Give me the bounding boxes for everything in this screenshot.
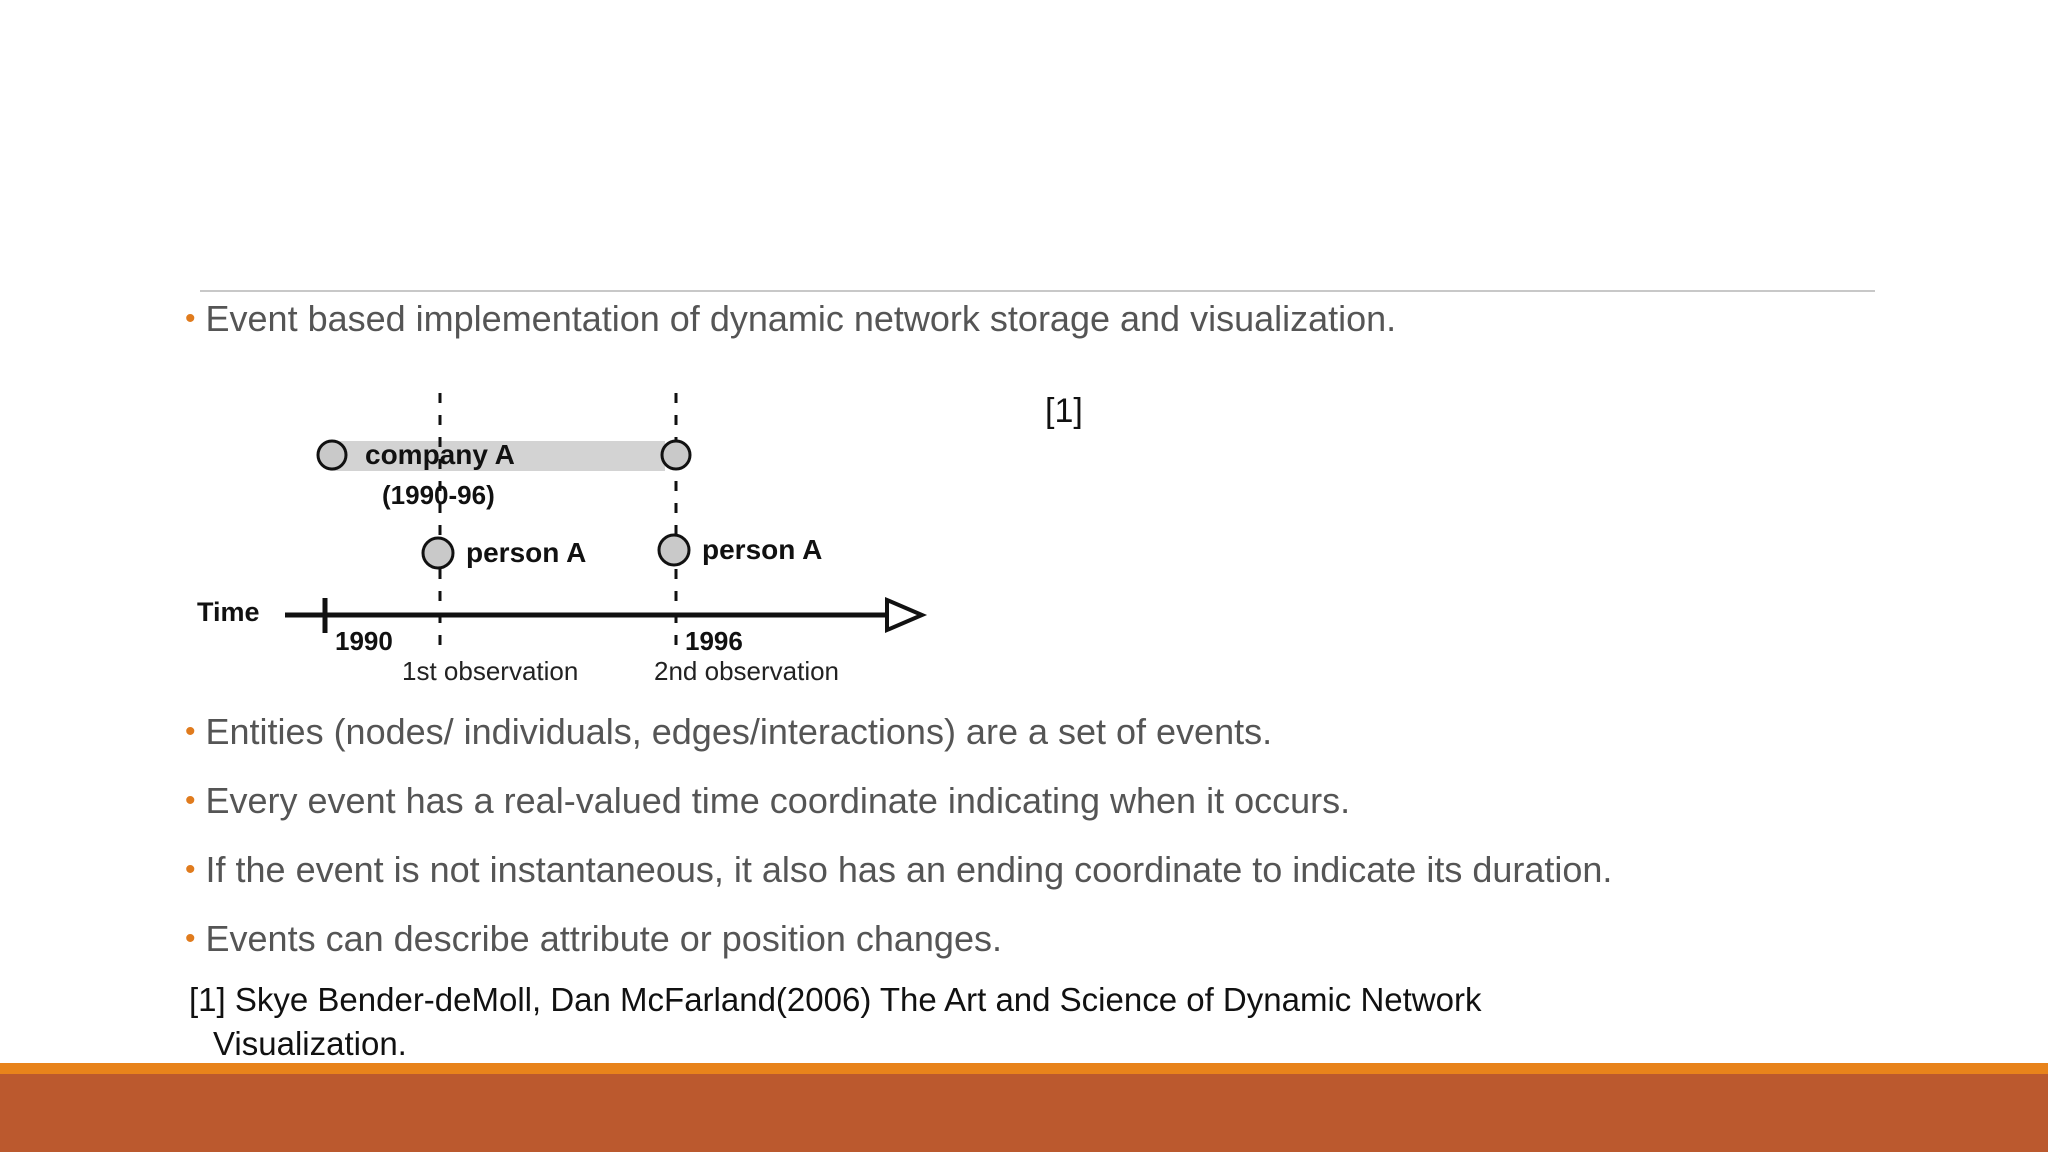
bullet-item-4 (185, 849, 1612, 891)
reference-footnote (189, 978, 1589, 1066)
axis-label: Time (197, 597, 260, 627)
observation-label-1: 1st observation (402, 656, 579, 686)
title-divider (200, 290, 1875, 292)
reference-tag: [1] (1045, 392, 1083, 430)
year-end-label: 1996 (685, 626, 743, 656)
footer-bar (0, 1074, 2048, 1152)
bullet-dot-icon: • (185, 922, 196, 955)
company-end-node (662, 441, 690, 469)
footer-accent-bar (0, 1063, 2048, 1074)
person-node-2 (659, 535, 689, 565)
bullet-text: Every event has a real-valued time coordinate indicating when it occurs. (205, 780, 1351, 821)
bullet-item-2 (185, 711, 1272, 753)
reference-line-1: [1] Skye Bender-deMoll, Dan McFarland(2006) The Art and Science of Dynamic Network (189, 981, 1482, 1018)
bullet-item-1 (185, 298, 1396, 340)
bullet-dot-icon: • (185, 302, 196, 335)
bullet-text: Entities (nodes/ individuals, edges/interactions) are a set of events. (205, 711, 1273, 752)
bullet-dot-icon: • (185, 853, 196, 886)
bullet-text: Event based implementation of dynamic network storage and visualization. (205, 298, 1397, 339)
bullet-text: Events can describe attribute or position changes. (205, 918, 1002, 959)
person-label-1: person A (466, 537, 587, 568)
bullet-text: If the event is not instantaneous, it also has an ending coordinate to indicate its duration. (205, 849, 1613, 890)
reference-line-2: Visualization. (213, 1025, 407, 1062)
observation-label-2: 2nd observation (654, 656, 840, 686)
bullet-item-3 (185, 780, 1350, 822)
axis-arrowhead (887, 600, 922, 630)
company-start-node (318, 441, 346, 469)
year-start-label: 1990 (335, 626, 393, 656)
person-node-1 (423, 538, 453, 568)
company-range-label: (1990-96) (382, 480, 495, 510)
person-label-2: person A (702, 534, 823, 565)
bullet-item-5 (185, 918, 1002, 960)
event-timeline-diagram (190, 385, 940, 695)
bullet-dot-icon: • (185, 715, 196, 748)
bullet-dot-icon: • (185, 784, 196, 817)
company-label: company A (365, 439, 515, 470)
